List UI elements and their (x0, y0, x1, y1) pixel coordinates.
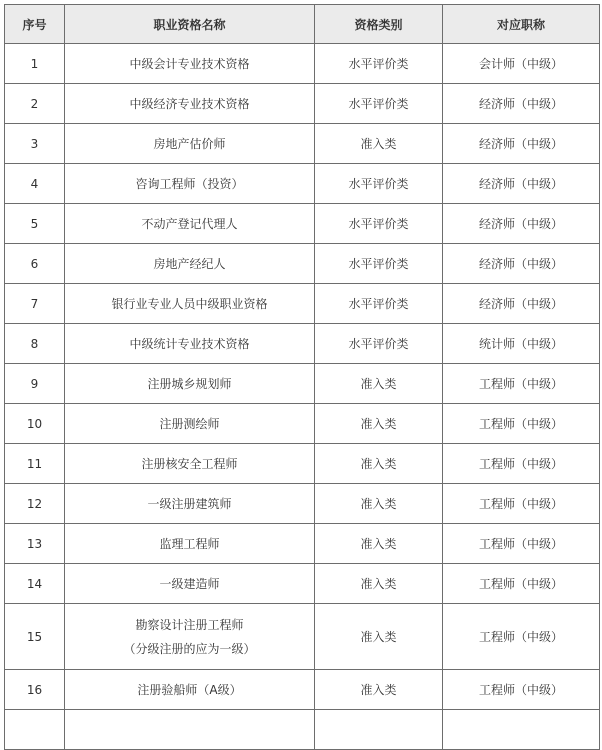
cell-category: 水平评价类 (315, 244, 443, 284)
cell-title: 工程师（中级） (443, 364, 600, 404)
table-row (5, 444, 600, 484)
table-row (5, 564, 600, 604)
cell-category: 准入类 (315, 670, 443, 710)
cell-name: 注册核安全工程师 (65, 444, 315, 484)
cell-index: 5 (5, 204, 65, 244)
cell-index: 11 (5, 444, 65, 484)
cell-title: 工程师（中级） (443, 604, 600, 670)
cell-name: 一级建造师 (65, 564, 315, 604)
cell-title: 工程师（中级） (443, 444, 600, 484)
cell-name: 监理工程师 (65, 524, 315, 564)
table-row (5, 164, 600, 204)
cell-name: 咨询工程师（投资） (65, 164, 315, 204)
cell-name: 不动产登记代理人 (65, 204, 315, 244)
cell-name: 注册城乡规划师 (65, 364, 315, 404)
cell-category: 准入类 (315, 564, 443, 604)
cell-category: 水平评价类 (315, 164, 443, 204)
table-row (5, 604, 600, 670)
cell-name: 一级注册建筑师 (65, 484, 315, 524)
table-row (5, 284, 600, 324)
cell-name: 中级会计专业技术资格 (65, 44, 315, 84)
cell-index: 12 (5, 484, 65, 524)
cell-name: 房地产经纪人 (65, 244, 315, 284)
header-index: 序号 (5, 5, 65, 44)
cell-index: 4 (5, 164, 65, 204)
cell-title: 工程师（中级） (443, 564, 600, 604)
table-row (5, 524, 600, 564)
cell-name-main: 勘察设计注册工程师 (135, 617, 244, 632)
cell-category: 水平评价类 (315, 284, 443, 324)
cell-index: 9 (5, 364, 65, 404)
cell-name: 中级经济专业技术资格 (65, 84, 315, 124)
table-row (5, 44, 600, 84)
cell-index: 6 (5, 244, 65, 284)
cell-category: 水平评价类 (315, 84, 443, 124)
cell-title: 经济师（中级） (443, 124, 600, 164)
table-row (5, 204, 600, 244)
cell-name: 银行业专业人员中级职业资格 (65, 284, 315, 324)
table-row-partial (5, 710, 600, 750)
qualification-table (4, 4, 600, 750)
cell-category (315, 710, 443, 750)
cell-category: 水平评价类 (315, 44, 443, 84)
cell-title: 经济师（中级） (443, 164, 600, 204)
table-row (5, 84, 600, 124)
cell-title: 工程师（中级） (443, 484, 600, 524)
cell-title: 统计师（中级） (443, 324, 600, 364)
cell-index: 13 (5, 524, 65, 564)
cell-category: 准入类 (315, 524, 443, 564)
header-corresponding-title: 对应职称 (443, 5, 600, 44)
cell-category: 准入类 (315, 404, 443, 444)
cell-index: 16 (5, 670, 65, 710)
cell-title: 工程师（中级） (443, 670, 600, 710)
cell-title: 经济师（中级） (443, 244, 600, 284)
cell-index (5, 710, 65, 750)
cell-name-note: （分级注册的应为一级） (123, 641, 256, 656)
table-row (5, 124, 600, 164)
header-qualification-category: 资格类别 (315, 5, 443, 44)
cell-name: 中级统计专业技术资格 (65, 324, 315, 364)
cell-category: 准入类 (315, 364, 443, 404)
cell-title: 会计师（中级） (443, 44, 600, 84)
cell-index: 1 (5, 44, 65, 84)
cell-name (65, 604, 315, 670)
cell-index: 15 (5, 604, 65, 670)
cell-index: 10 (5, 404, 65, 444)
table-row (5, 244, 600, 284)
header-qualification-name: 职业资格名称 (65, 5, 315, 44)
cell-category: 水平评价类 (315, 324, 443, 364)
cell-name: 房地产估价师 (65, 124, 315, 164)
table-row (5, 364, 600, 404)
table-row (5, 324, 600, 364)
cell-title: 经济师（中级） (443, 84, 600, 124)
table-header-row (5, 5, 600, 44)
cell-name (65, 710, 315, 750)
cell-index: 8 (5, 324, 65, 364)
cell-category: 准入类 (315, 484, 443, 524)
cell-title: 经济师（中级） (443, 284, 600, 324)
cell-index: 7 (5, 284, 65, 324)
cell-title (443, 710, 600, 750)
cell-title: 工程师（中级） (443, 404, 600, 444)
cell-index: 3 (5, 124, 65, 164)
cell-index: 2 (5, 84, 65, 124)
cell-index: 14 (5, 564, 65, 604)
table-body (5, 44, 600, 750)
cell-category: 准入类 (315, 444, 443, 484)
cell-category: 准入类 (315, 604, 443, 670)
table-row (5, 484, 600, 524)
cell-title: 经济师（中级） (443, 204, 600, 244)
cell-name: 注册测绘师 (65, 404, 315, 444)
cell-name: 注册验船师（A级） (65, 670, 315, 710)
cell-category: 水平评价类 (315, 204, 443, 244)
cell-category: 准入类 (315, 124, 443, 164)
table-row (5, 404, 600, 444)
table-row (5, 670, 600, 710)
cell-title: 工程师（中级） (443, 524, 600, 564)
